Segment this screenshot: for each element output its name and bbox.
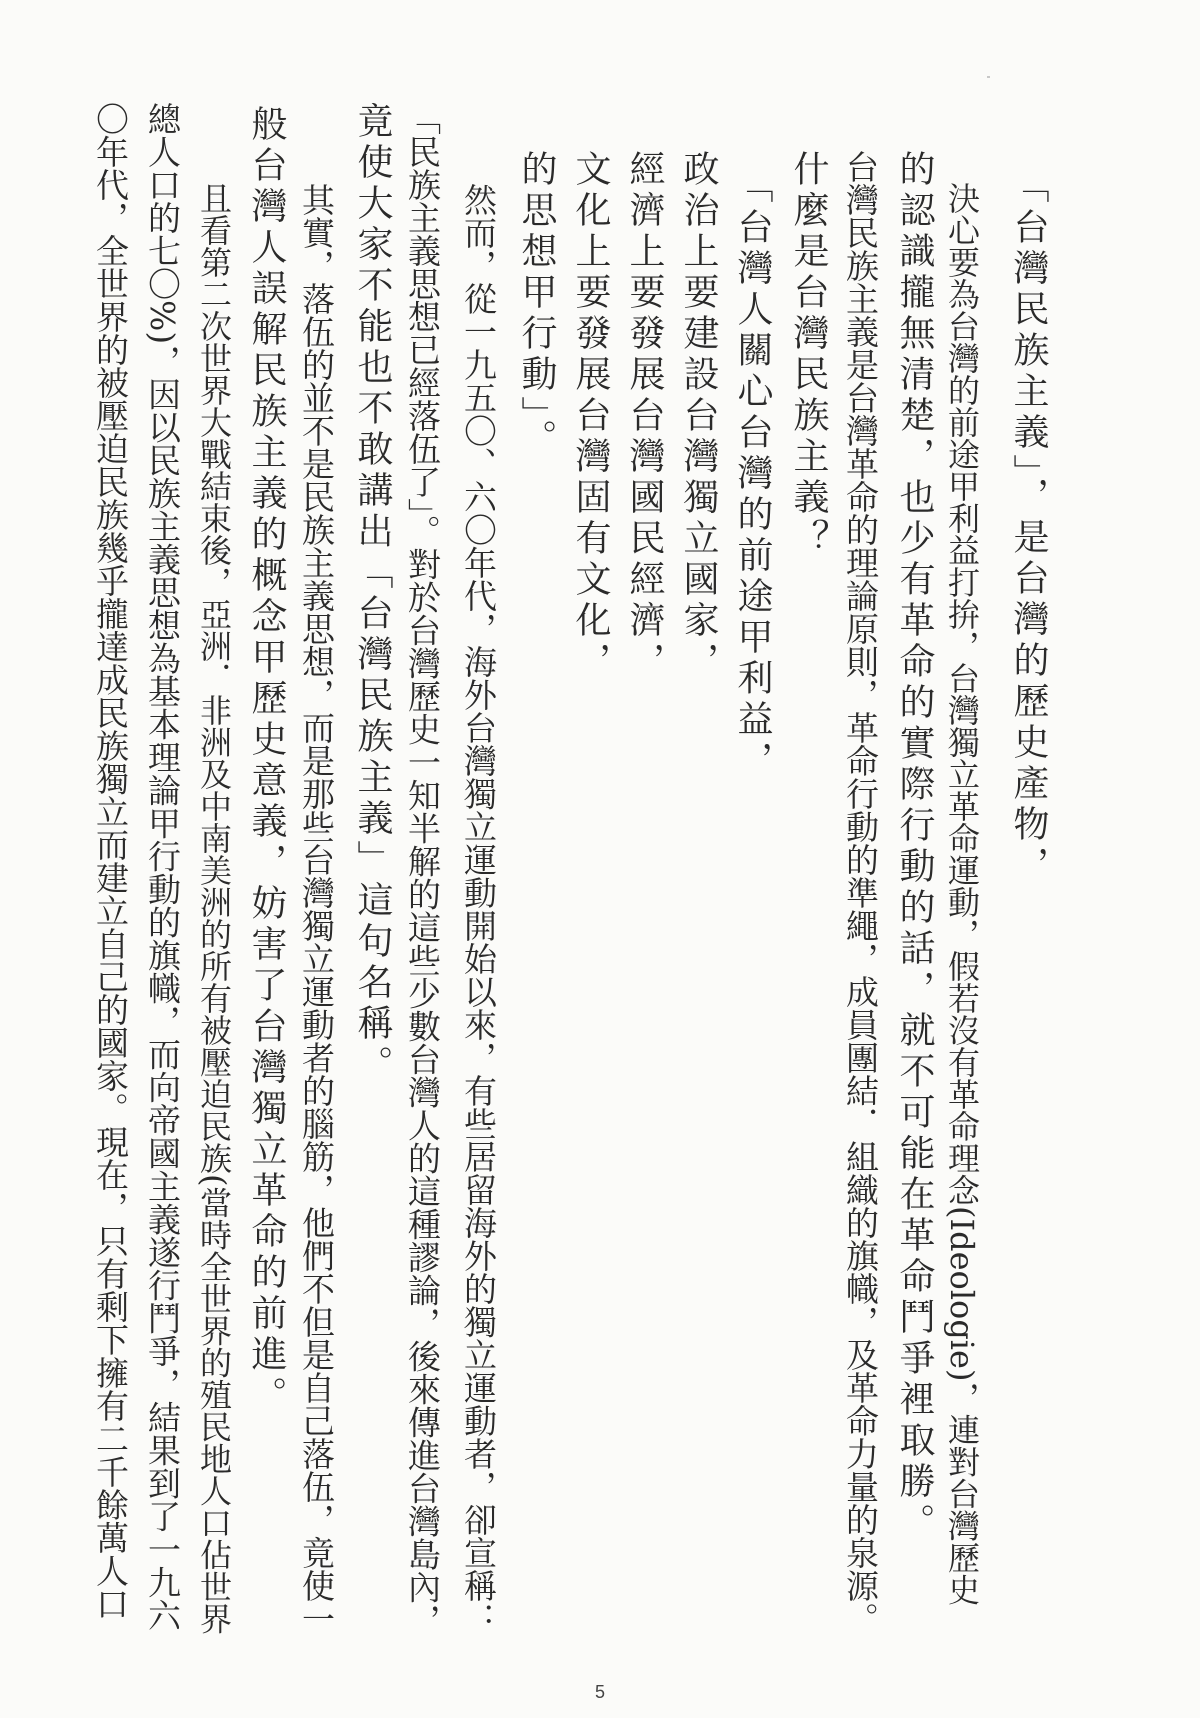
text-column-3: 的認識攏無清楚，也少有革命的實際行動的話，就不可能在革命鬥爭裡取勝。	[894, 150, 935, 1544]
text-column-15: 般台灣人誤解民族主義的概念甲歷史意義，妨害了台灣獨立革命的前進。	[246, 105, 287, 1417]
scan-speck	[987, 76, 990, 78]
text-column-6: 「台灣人關心台灣的前途甲利益，	[732, 167, 773, 782]
text-column-1: 「台灣民族主義」，是台灣的歷史產物，	[1008, 167, 1049, 887]
text-column-8: 經濟上要發展台灣國民經濟，	[624, 150, 665, 683]
text-column-2: 決心要為台灣的前途甲利益打拚，台灣獨立革命運動，假若沒有革命理念(Ideologie)，連對台灣歷史	[943, 150, 981, 1606]
text-column-5: 什麼是台灣民族主義？	[788, 150, 829, 560]
text-column-7: 政治上要建設台灣獨立國家，	[678, 150, 719, 683]
text-column-17: 總人口的七〇%)，因以民族主義思想為基本理論甲行動的旗幟，而向帝國主義遂行鬥爭，結果到了一九六	[143, 102, 182, 1632]
text-column-9: 文化上要發展台灣固有文化，	[570, 150, 611, 683]
text-column-12: 「民族主義思想已經落伍了」。對於台灣歷史一知半解的這些少數台灣人的這種謬論，後來傳進台灣島內，	[403, 102, 442, 1637]
text-column-14: 其實，落伍的並不是民族主義思想，而是那些台灣獨立運動者的腦筋，他們不但是自己落伍，竟使一	[297, 150, 336, 1635]
text-column-16: 且看第二次世界大戰結束後，亞洲．非洲及中南美洲的所有被壓迫民族(當時全世界的殖民地人口佔世界	[195, 150, 233, 1635]
text-column-4: 台灣民族主義是台灣革命的理論原則，革命行動的準繩，成員團結．組織的旗幟，及革命力量的泉源。	[841, 150, 880, 1635]
text-column-13: 竟使大家不能也不敢講出「台灣民族主義」這句名稱。	[352, 102, 393, 1086]
text-column-10: 的思想甲行動」。	[516, 150, 557, 460]
page-number: 5	[594, 1682, 605, 1702]
text-column-11: 然而，從一九五〇、六〇年代，海外台灣獨立運動開始以來，有些居留海外的獨立運動者，卻宣稱：	[459, 150, 498, 1635]
text-column-18: 〇年代，全世界的被壓迫民族幾乎攏達成民族獨立而建立自己的國家。現在，只有剩下擁有二千餘萬人口	[91, 102, 130, 1620]
